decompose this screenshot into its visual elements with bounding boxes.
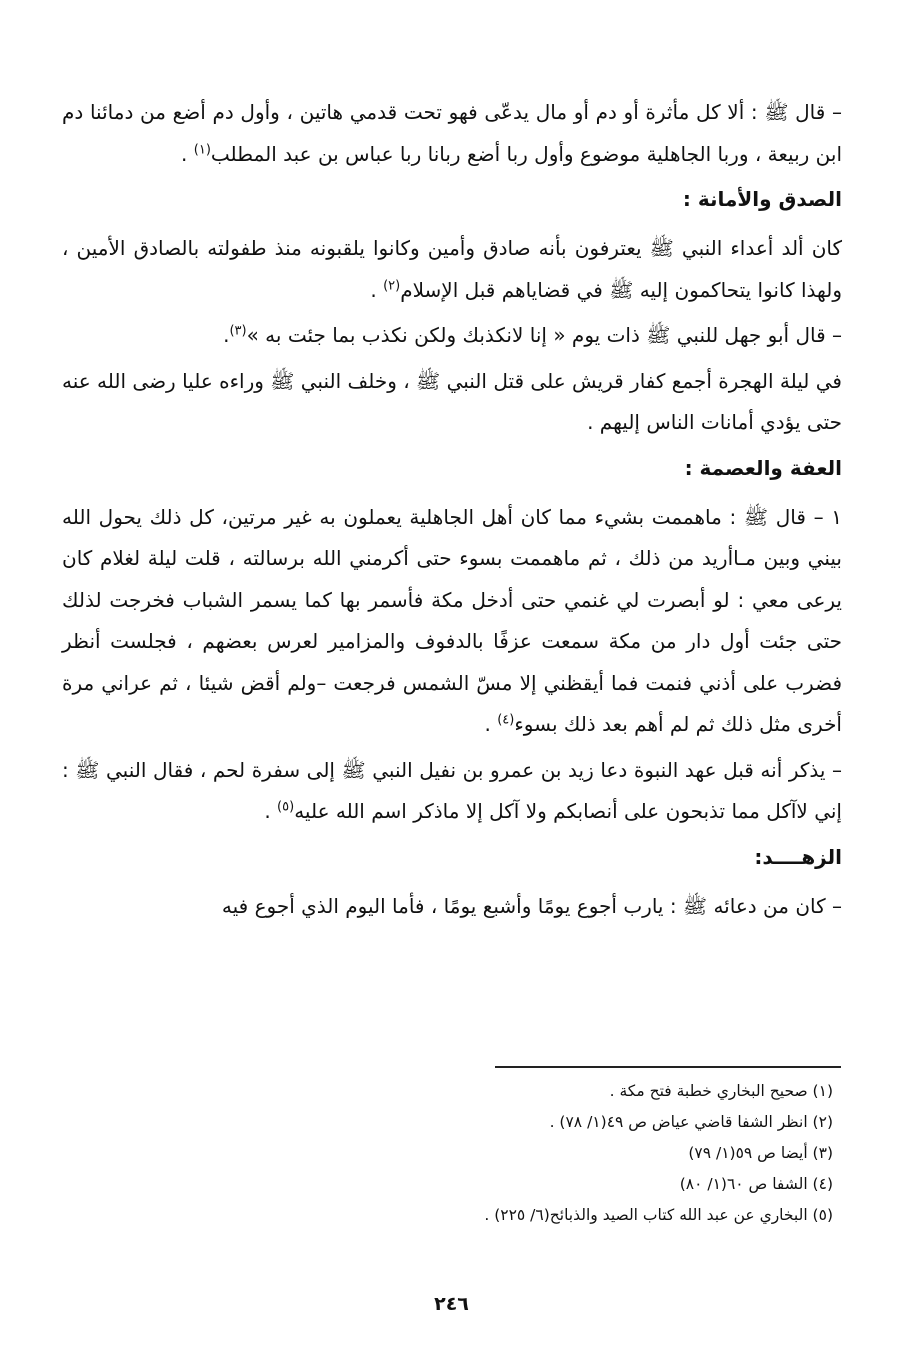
section-heading-chastity: العفة والعصمة : [684, 455, 842, 480]
paragraph-never-intended [62, 497, 842, 746]
page-body [62, 92, 842, 931]
paragraph-farewell-sermon [62, 92, 842, 175]
paragraph-trustworthy [62, 228, 842, 311]
footnote-4: (٤) الشفا ص ٦٠(١/ ٨٠) [679, 1175, 833, 1193]
paragraph-supplication: – كان من دعائه ﷺ : يارب أجوع يومًا وأشبع يومًا ، فأما اليوم الذي أجوع فيه [221, 893, 842, 918]
footnote-ref: (٢) [383, 277, 401, 293]
paragraph-end: . [484, 712, 498, 736]
paragraph-text: – قال أبو جهل للنبي ﷺ ذات يوم « إنا لانكذبك ولكن نكذب بما جئت به » [246, 323, 842, 347]
paragraph-end: . [181, 141, 194, 166]
footnote-ref: (١) [193, 141, 211, 157]
paragraph-abu-jahl [62, 315, 842, 357]
paragraph-end: . [370, 277, 384, 302]
paragraph-text: كان ألد أعداء النبي ﷺ يعترفون بأنه صادق وأمين وكانوا يلقبونه منذ طفولته بالصادق الأمين ، ولهذا كانوا يتحاكمون إليه ﷺ في قضاياهم قبل الإسلام [62, 236, 842, 302]
page-number: ٢٤٦ [434, 1293, 469, 1315]
footnote-ref: (٣) [229, 323, 247, 339]
footnote-ref: (٤) [497, 712, 515, 728]
footnotes [113, 1076, 833, 1231]
footnote-1: (١) صحيح البخاري خطبة فتح مكة . [609, 1082, 833, 1100]
footnote-ref: (٥) [277, 799, 295, 815]
paragraph-text: – يذكر أنه قبل عهد النبوة دعا زيد بن عمرو بن نفيل النبي ﷺ إلى سفرة لحم ، فقال النبي ﷺ : إني لاآكل مما تذبحون على أنصابكم ولا آكل إلا ماذكر اسم الله عليه [62, 757, 842, 823]
paragraph-zayd-ibn-amr [62, 750, 842, 833]
footnote-3: (٣) أيضا ص ٥٩(١/ ٧٩) [688, 1144, 833, 1162]
paragraph-end: . [264, 799, 278, 823]
paragraph-text: ١ – قال ﷺ : ماهممت بشيء مما كان أهل الجاهلية يعملون به غير مرتين، كل ذلك يحول الله بيني وبين مـاأريد من ذلك ، ثم ماهممت بسوء حتى أكرمني الله برسالته ، قلت ليلة لغلام كان يرعى معي : لو أبصرت لي غنمي حتى أدخل مكة فأسمر بها كما يسمر الشباب فخرجت لذلك حتى جئت أول دار من مكة سمعت عزفًا بالدفوف والمزامير لعرس بعضهم ، فجلست أنظر فضرب على أذني فنمت فما أيقظني إلا مسّ الشمس فرجعت –ولم أقض شيئا ، ثم عراني مرة أخرى مثل ذلك ثم لم أهم بعد ذلك بسوء [62, 504, 842, 736]
section-heading-honesty: الصدق والأمانة : [682, 187, 842, 211]
footnote-5: (٥) البخاري عن عبد الله كتاب الصيد والذبائح(٦/ ٢٢٥) . [484, 1206, 833, 1224]
paragraph-end: . [223, 323, 230, 347]
section-heading-asceticism: الزهــــد: [754, 844, 842, 869]
paragraph-hijra-night: في ليلة الهجرة أجمع كفار قريش على قتل النبي ﷺ ، وخلف النبي ﷺ وراءه عليا رضى الله عنه حتى يؤدي أمانات الناس إليهم . [62, 368, 842, 434]
paragraph-text: – قال ﷺ : ألا كل مأثرة أو دم أو مال يدعّى فهو تحت قدمي هاتين ، وأول دم أضع من دمائنا دم ابن ربيعة ، وربا الجاهلية موضوع وأول ربا أضع ربانا ربا عباس بن عبد المطلب [62, 100, 842, 166]
footnote-2: (٢) انظر الشفا قاضي عياض ص ٤٩(١/ ٧٨) . [549, 1113, 833, 1131]
footnote-divider [495, 1066, 841, 1068]
